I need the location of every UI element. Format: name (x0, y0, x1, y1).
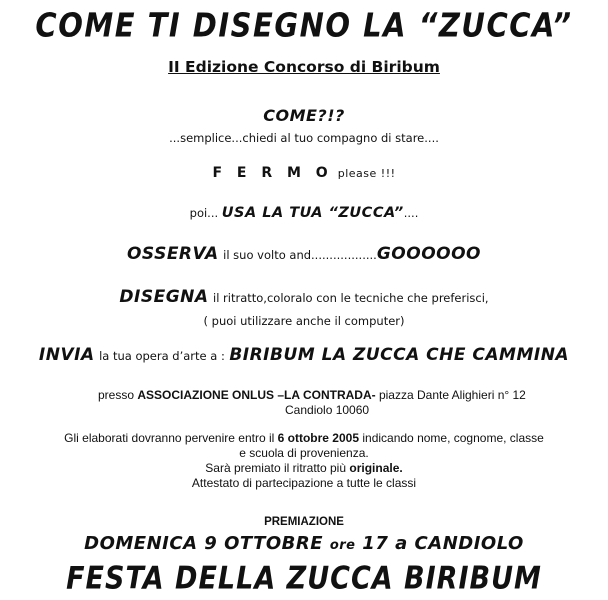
originale-word: originale. (349, 461, 403, 475)
osserva-verb: OSSERVA (126, 244, 219, 264)
disegna-line (0, 287, 608, 307)
fermo-line (0, 165, 608, 181)
fermo-word: F E R M O (212, 165, 333, 181)
elaborati-line-2: e scuola di provenienza. (239, 446, 369, 460)
presso-org: ASSOCIAZIONE ONLUS –LA CONTRADA- (137, 388, 376, 402)
disegna-verb: DISEGNA (119, 287, 209, 307)
presso-address: piazza Dante Alighieri n° 12 (378, 388, 526, 402)
invia-line (0, 345, 608, 365)
deadline-date: 6 ottobre 2005 (277, 431, 360, 445)
presso-line (98, 388, 526, 402)
elaborati-line-3 (0, 461, 608, 476)
domenica-day: 9 (204, 533, 218, 554)
flyer-subtitle: II Edizione Concorso di Biribum (168, 58, 440, 76)
premiazione-heading: PREMIAZIONE (264, 516, 344, 528)
domenica-line (0, 533, 608, 554)
festa-title: FESTA DELLA ZUCCA BIRIBUM (66, 560, 542, 597)
invia-text: la tua opera d’arte a : (99, 349, 225, 363)
osserva-go: GOOOOOO (376, 244, 482, 264)
flyer-title: COME TI DISEGNO LA “ZUCCA” (35, 5, 573, 45)
semplice-text: ...semplice...chiedi al tuo compagno di stare.... (169, 131, 439, 145)
usa-line (0, 205, 608, 221)
domenica-c: a CANDIOLO (395, 533, 524, 554)
usa-suffix: .... (403, 206, 419, 220)
domenica-ore: ore (329, 538, 356, 553)
elaborati-text-3a: Sarà premiato il ritratto più (205, 461, 347, 475)
osserva-line (0, 244, 608, 264)
usa-prefix: poi... (189, 206, 219, 220)
domenica-hour: 17 (362, 533, 389, 554)
domenica-a: DOMENICA (84, 533, 198, 554)
osserva-text: il suo volto and.................. (223, 248, 377, 262)
domenica-b: OTTOBRE (224, 533, 324, 554)
elaborati-text-1a: Gli elaborati dovranno pervenire entro il (64, 431, 275, 445)
come-heading: COME?!? (263, 106, 345, 125)
usa-text: USA LA TUA “ZUCCA” (221, 205, 404, 221)
elaborati-text-1b: indicando nome, cognome, classe (362, 431, 544, 445)
disegna-note: ( puoi utilizzare anche il computer) (203, 314, 405, 328)
invia-verb: INVIA (38, 345, 95, 365)
elaborati-line-1 (0, 431, 608, 446)
presso-prefix: presso (98, 388, 135, 402)
presso-city: Candiolo 10060 (285, 403, 370, 417)
please-text: please !!! (337, 167, 396, 180)
elaborati-line-4: Attestato di partecipazione a tutte le classi (191, 476, 417, 490)
invia-target: BIRIBUM LA ZUCCA CHE CAMMINA (229, 345, 570, 365)
elaborati-block (0, 431, 608, 491)
disegna-text: il ritratto,coloralo con le tecniche che preferisci, (213, 291, 489, 305)
